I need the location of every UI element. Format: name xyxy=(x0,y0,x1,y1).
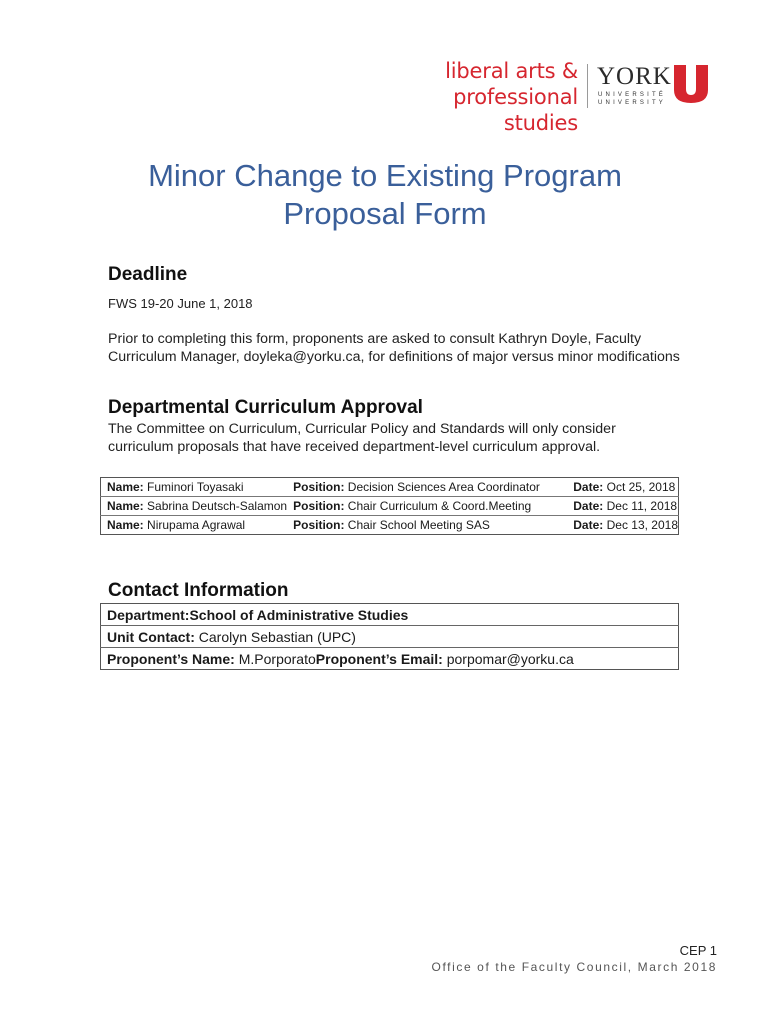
york-university: UNIVERSITY xyxy=(598,100,667,106)
instruction-line-1: Prior to completing this form, proponents are asked to consult Kathryn Doyle, Faculty xyxy=(108,331,642,347)
instruction-line-2: Curriculum Manager, doyleka@yorku.ca, for definitions of major versus minor modifications xyxy=(108,349,680,365)
date-label: Date: xyxy=(573,499,604,513)
date-value: Oct 25, 2018 xyxy=(606,480,676,494)
proponent-cell xyxy=(101,648,679,670)
name-label: Name: xyxy=(107,518,144,532)
position-label: Position: xyxy=(293,499,345,513)
date-cell xyxy=(567,478,678,497)
logo-divider xyxy=(587,64,588,108)
table-row xyxy=(101,516,679,535)
unit-contact-cell xyxy=(101,626,679,648)
name-cell xyxy=(101,497,288,516)
table-row xyxy=(101,604,679,626)
deadline-date: FWS 19-20 June 1, 2018 xyxy=(108,296,253,311)
proponent-name-value: M.Porporato xyxy=(238,650,316,667)
position-cell xyxy=(287,478,567,497)
table-row xyxy=(101,648,679,670)
approval-table xyxy=(100,477,679,535)
name-cell xyxy=(101,516,288,535)
page-title xyxy=(0,157,770,233)
position-label: Position: xyxy=(293,518,345,532)
name-value: Fuminori Toyasaki xyxy=(147,480,244,494)
table-row xyxy=(101,626,679,648)
logo-line-2: professional studies xyxy=(453,85,578,135)
name-label: Name: xyxy=(107,499,144,513)
approval-text xyxy=(108,420,616,456)
position-value: Chair School Meeting SAS xyxy=(347,518,490,532)
department-value: School of Administrative Studies xyxy=(189,606,409,623)
department-cell xyxy=(101,604,679,626)
york-universite: UNIVERSITÉ xyxy=(598,92,667,98)
position-cell xyxy=(287,497,567,516)
title-line-2: Proposal Form xyxy=(283,196,487,231)
date-cell xyxy=(567,516,678,535)
footer-office: Office of the Faculty Council, March 2018 xyxy=(431,960,717,974)
date-label: Date: xyxy=(573,518,604,532)
position-value: Chair Curriculum & Coord.Meeting xyxy=(347,499,532,513)
contact-heading: Contact Information xyxy=(108,580,289,601)
proponent-email-label: Proponent’s Email: xyxy=(315,650,443,667)
position-cell xyxy=(287,516,567,535)
york-u-logo-icon xyxy=(672,63,710,105)
department-label: Department: xyxy=(107,606,190,623)
name-label: Name: xyxy=(107,480,144,494)
faculty-logo xyxy=(378,58,578,136)
title-line-1: Minor Change to Existing Program xyxy=(148,158,622,193)
date-label: Date: xyxy=(573,480,604,494)
unit-contact-label: Unit Contact: xyxy=(107,628,195,645)
logo-line-1: liberal arts & xyxy=(445,59,578,83)
proponent-email-value: porpomar@yorku.ca xyxy=(446,650,574,667)
name-value: Sabrina Deutsch-Salamon xyxy=(147,499,288,513)
approval-text-line-2: curriculum proposals that have received department-level curriculum approval. xyxy=(108,439,601,455)
approval-heading: Departmental Curriculum Approval xyxy=(108,397,423,418)
date-value: Dec 11, 2018 xyxy=(606,499,678,513)
table-row xyxy=(101,497,679,516)
position-value: Decision Sciences Area Coordinator xyxy=(347,480,540,494)
date-cell xyxy=(567,497,678,516)
table-row xyxy=(101,478,679,497)
deadline-instructions xyxy=(108,330,680,366)
contact-table xyxy=(100,603,679,670)
approval-text-line-1: The Committee on Curriculum, Curricular Policy and Standards will only consider xyxy=(108,421,616,437)
unit-contact-value: Carolyn Sebastian (UPC) xyxy=(198,628,356,645)
deadline-heading: Deadline xyxy=(108,264,188,285)
proponent-name-label: Proponent’s Name: xyxy=(107,650,235,667)
name-value: Nirupama Agrawal xyxy=(147,518,246,532)
position-label: Position: xyxy=(293,480,345,494)
footer-page-code: CEP 1 xyxy=(679,943,717,958)
date-value: Dec 13, 2018 xyxy=(606,518,678,532)
name-cell xyxy=(101,478,288,497)
york-wordmark: YORK xyxy=(597,63,672,90)
